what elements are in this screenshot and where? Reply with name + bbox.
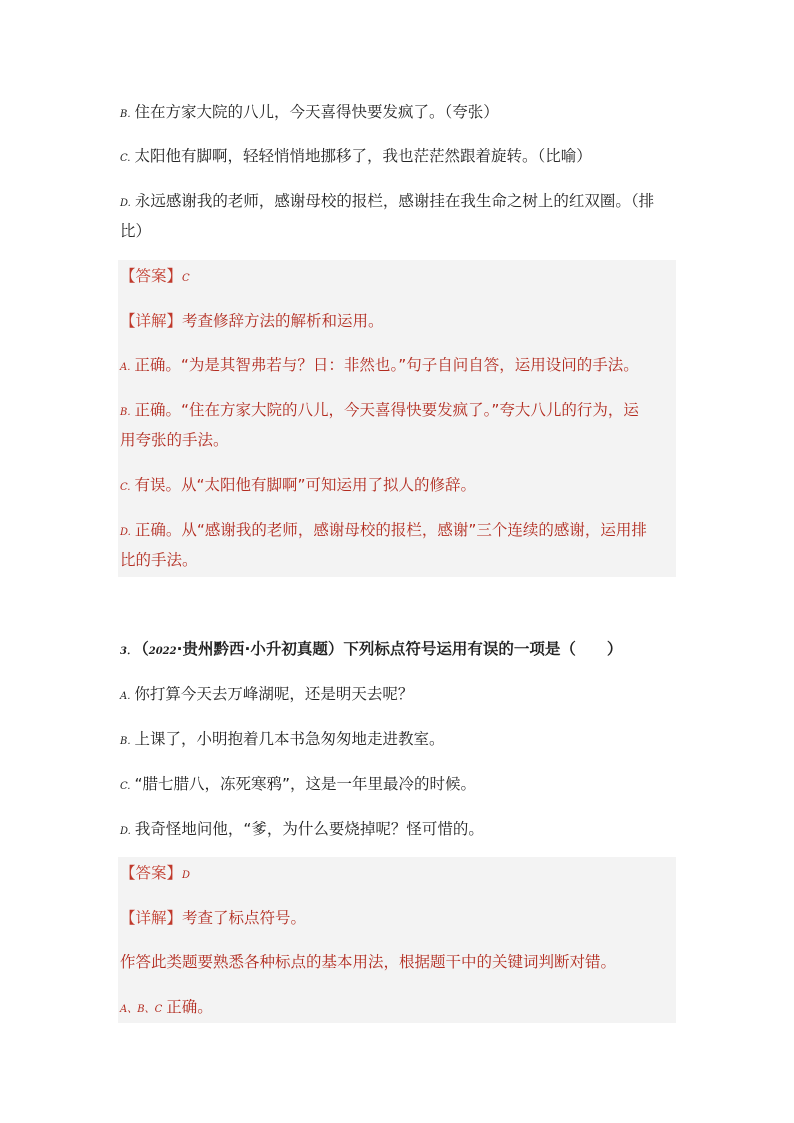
answer-tag: 【答案】 — [120, 864, 183, 882]
option-text: 你打算今天去万峰湖呢，还是明天去呢？ — [134, 685, 414, 703]
option-label: B. — [120, 736, 131, 747]
option-label: D. — [120, 826, 131, 837]
analysis-text-cont: 比的手法。 — [120, 551, 198, 569]
source-year: 2022 — [148, 646, 177, 657]
detail-text: 考查修辞方法的解析和运用。 — [182, 312, 384, 330]
q2-option-d — [120, 186, 680, 219]
option-label: D. — [120, 198, 131, 209]
q2-analysis-d-cont — [120, 545, 680, 576]
source-rest: ·贵州黔西·小升初真题） — [176, 640, 344, 658]
q3-option-c — [120, 769, 680, 802]
q3-option-d — [120, 814, 680, 847]
option-text: 住在方家大院的八儿，今天喜得快要发疯了。（夸张） — [134, 103, 499, 121]
answer-value: D — [182, 870, 191, 881]
option-text: 上课了，小明抱着几本书急匆匆地走进教室。 — [134, 730, 445, 748]
option-label: A. — [120, 691, 131, 702]
analysis-label: A. — [120, 362, 131, 373]
source-open: （ — [140, 640, 149, 658]
analysis-text: 正确。“为是其智弗若与？日：非然也。”句子自问自答，运用设问的手法。 — [134, 356, 639, 374]
q2-option-b — [120, 97, 680, 130]
option-text: 我奇怪地问他，“爹，为什么要烧掉呢？怪可惜的。 — [134, 820, 484, 838]
option-label: C. — [120, 781, 131, 792]
q3-stem-line — [120, 634, 680, 667]
option-label: C. — [120, 153, 131, 164]
q3-abc-line — [120, 992, 680, 1025]
q2-answer-line — [120, 261, 680, 294]
q2-detail-line — [120, 306, 680, 337]
option-label: B. — [120, 109, 131, 120]
analysis-label: B. — [120, 407, 131, 418]
abc-labels: A、B、C — [120, 1004, 163, 1015]
option-text: “腊七腊八，冻死寒鸦”，这是一年里最冷的时候。 — [134, 775, 477, 793]
analysis-label: C. — [120, 482, 131, 493]
option-text-cont: 比） — [120, 222, 152, 240]
question-stem: 下列标点符号运用有误的一项是（ ） — [343, 640, 623, 658]
q3-option-a — [120, 679, 680, 712]
q2-analysis-a — [120, 350, 680, 383]
q3-explanation-line — [120, 947, 680, 978]
analysis-text: 正确。“住在方家大院的八儿，今天喜得快要发疯了。”夸大八儿的行为，运 — [134, 401, 639, 419]
analysis-text: 正确。从“感谢我的老师，感谢母校的报栏，感谢”三个连续的感谢，运用排 — [134, 521, 647, 539]
q3-answer-line — [120, 858, 680, 891]
detail-tag: 【详解】 — [120, 312, 183, 330]
q3-option-b — [120, 724, 680, 757]
q2-option-c — [120, 141, 680, 174]
q2-analysis-c — [120, 470, 680, 503]
detail-text: 考查了标点符号。 — [182, 909, 307, 927]
abc-text: 正确。 — [166, 998, 213, 1016]
explanation-text: 作答此类题要熟悉各种标点的基本用法，根据题干中的关键词判断对错。 — [120, 953, 617, 971]
answer-tag: 【答案】 — [120, 267, 183, 285]
analysis-label: D. — [120, 527, 131, 538]
q2-analysis-b — [120, 395, 680, 428]
detail-tag: 【详解】 — [120, 909, 183, 927]
q2-analysis-b-cont — [120, 425, 680, 456]
option-text: 太阳他有脚啊，轻轻悄悄地挪移了，我也茫茫然跟着旋转。（比喻） — [134, 147, 592, 165]
q3-detail-line — [120, 903, 680, 934]
q2-option-d-cont — [120, 216, 680, 247]
question-number: 3． — [120, 646, 137, 657]
analysis-text: 有误。从“太阳他有脚啊”可知运用了拟人的修辞。 — [134, 476, 477, 494]
option-text: 永远感谢我的老师，感谢母校的报栏，感谢挂在我生命之树上的红双圈。（排 — [134, 192, 655, 210]
analysis-text-cont: 用夸张的手法。 — [120, 431, 229, 449]
q2-analysis-d — [120, 515, 680, 548]
answer-value: C — [182, 273, 190, 284]
